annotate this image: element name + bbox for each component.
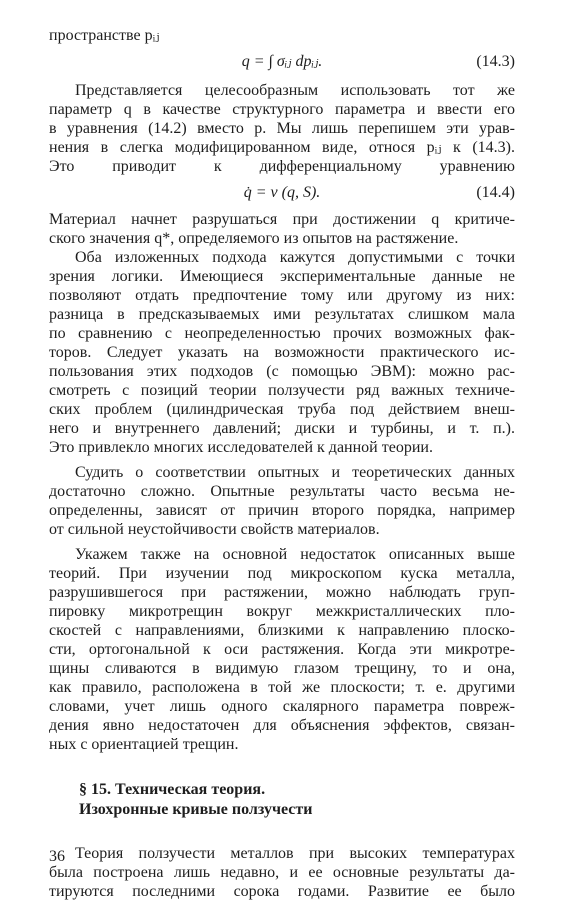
text-line: скостей с направлениями, близкими к направлению плоско- xyxy=(49,622,515,639)
text-line: позволяют отдать предпочтение тому или другому из них: xyxy=(49,287,515,304)
text-line: него и внутреннего давлений; диски и турбины, и т. п.). xyxy=(49,420,515,437)
text-line: дения явно недостаточен для объяснения эффектов, связан- xyxy=(49,717,515,734)
text-line: Представляется целесообразным использовать тот же xyxy=(75,82,515,99)
page-body xyxy=(49,26,515,901)
section-heading xyxy=(49,780,515,820)
text-line: словами, учет лишь одного скалярного параметра повреж- xyxy=(49,698,515,715)
text-line: Материал начнет разрушаться при достижении q критиче- xyxy=(49,211,515,228)
section-title-line-2: Изохронные кривые ползучести xyxy=(79,801,313,818)
text-line: в уравнения (14.2) вместо p. Мы лишь перепишем эти урав- xyxy=(49,120,515,137)
text-line: сти, ортогональной к оси растяжения. Когда эти микротре- xyxy=(49,641,515,658)
text-line: достаточно сложно. Опытные результаты часто весьма не- xyxy=(49,483,515,500)
text-line: ских проблем (цилиндрическая труба под действием внеш- xyxy=(49,401,515,418)
text-line: определенны, зависят от причин второго порядка, например xyxy=(49,502,515,519)
text-line: торов. Следует указать на возможности практического ис- xyxy=(49,344,515,361)
equation-expression: q̇ = v (q, S). xyxy=(243,184,321,201)
text-line: нения в слегка модифицированном виде, относя pᵢⱼ к (14.3). xyxy=(49,139,515,156)
text-line: ных с ориентацией трещин. xyxy=(49,736,239,753)
text-line: разрушившегося при растяжении, можно наблюдать груп- xyxy=(49,584,515,601)
text-line: Судить о соответствии опытных и теоретических данных xyxy=(75,464,515,481)
text-line: Теория ползучести металлов при высоких температурах xyxy=(75,845,515,862)
paragraph-1 xyxy=(49,81,515,176)
text-line: Это приводит к дифференциальному уравнению xyxy=(49,158,515,175)
paragraph-6 xyxy=(49,844,515,901)
text-line: Это привлекло многих исследователей к данной теории. xyxy=(49,439,433,456)
text-line: как правило, расположена в той же плоскости; т. е. другими xyxy=(49,679,515,696)
equation-14-4 xyxy=(49,180,515,206)
paragraph-4 xyxy=(49,463,515,539)
page-number: 36 xyxy=(49,848,65,865)
section-title-line-1: § 15. Техническая теория. xyxy=(79,781,266,798)
text-line: смотреть с позиций теории ползучести ряд важных техниче- xyxy=(49,382,515,399)
equation-number: (14.3) xyxy=(476,53,515,70)
text-line: тируются последними сорока годами. Развитие ее было xyxy=(49,883,515,900)
paragraph-5 xyxy=(49,545,515,754)
text-line: щины сливаются в видимую глазом трещину, то и она, xyxy=(49,660,515,677)
paragraph-3 xyxy=(49,248,515,457)
text-line: была построена лишь недавно, и ее основные результаты да- xyxy=(49,864,515,881)
text-line: по сравнению с неопределенностью прочих возможных фак- xyxy=(49,325,515,342)
intro-text: пространстве pᵢⱼ xyxy=(49,27,160,44)
text-line: разница в предсказываемых ими результатах слишком мала xyxy=(49,306,515,323)
text-line: зрения логики. Имеющиеся экспериментальные данные не xyxy=(49,268,515,285)
text-line: пировку микротрещин вокруг межкристаллических пло- xyxy=(49,603,515,620)
equation-expression: q = ∫ σᵢⱼ dpᵢⱼ. xyxy=(241,53,323,70)
paragraph-2 xyxy=(49,210,515,248)
text-line: ского значения q*, определяемого из опытов на растяжение. xyxy=(49,230,459,247)
text-line: пользования этих подходов (с помощью ЭВМ): можно рас- xyxy=(49,363,515,380)
text-line: теорий. При изучении под микроскопом куска металла, xyxy=(49,565,515,582)
equation-number: (14.4) xyxy=(476,184,515,201)
equation-14-3 xyxy=(49,49,515,75)
intro-line xyxy=(49,26,515,45)
text-line: от сильной неустойчивости свойств материалов. xyxy=(49,521,380,538)
text-line: параметр q в качестве структурного параметра и ввести его xyxy=(49,101,515,118)
text-line: Оба изложенных подхода кажутся допустимыми с точки xyxy=(75,249,515,266)
text-line: Укажем также на основной недостаток описанных выше xyxy=(75,546,515,563)
